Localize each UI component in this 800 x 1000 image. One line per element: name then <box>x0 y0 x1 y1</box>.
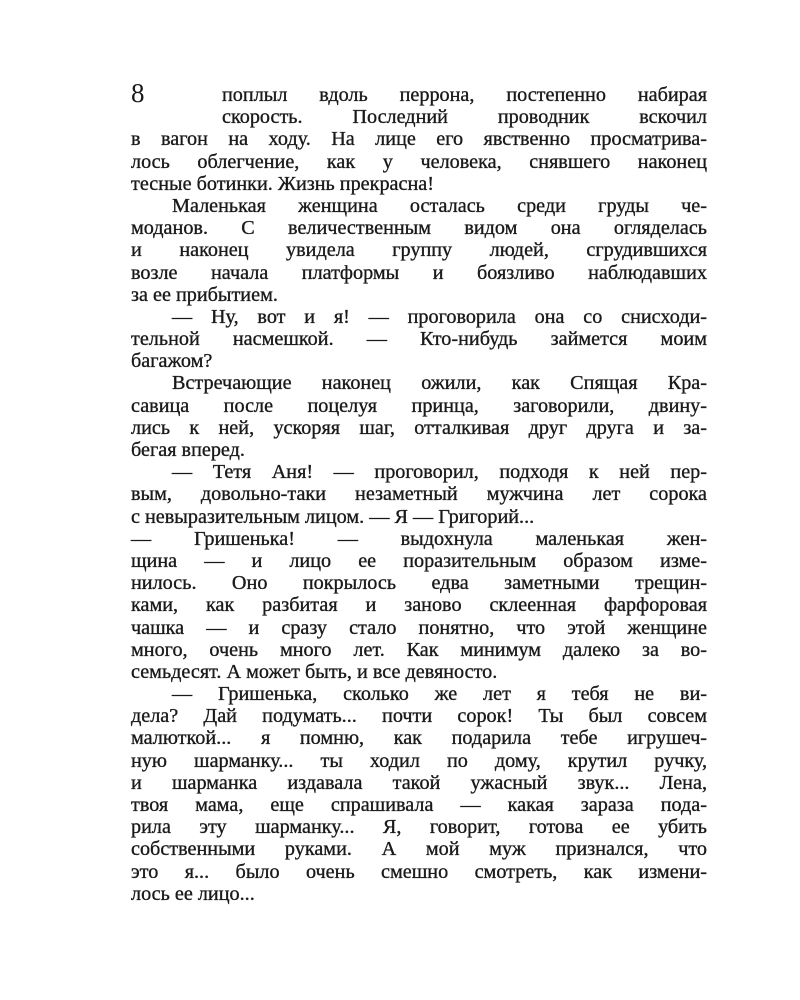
text-line: Маленькая женщина осталась среди груды че- <box>172 194 707 217</box>
text-line: бегая вперед. <box>131 439 245 461</box>
text-line: нилось. Оно покрылось едва заметными трещин- <box>131 572 707 595</box>
text-line: ками, как разбитая и заново склеенная фарфоровая <box>131 594 707 617</box>
text-line: это я... было очень смешно смотреть, как измени- <box>131 860 707 883</box>
text-line: за ее прибытием. <box>131 283 278 306</box>
text-line: скорость. Последний проводник вскочил <box>222 106 707 129</box>
text-line: щина — и лицо ее поразительным образом изме- <box>131 549 707 572</box>
text-line: лись к ней, ускоряя шаг, отталкивая друг друга и за- <box>131 416 707 439</box>
text-line: — Гришенька, сколько же лет я тебя не ви- <box>172 683 707 706</box>
text-line: моданов. С величественным видом она огляделась <box>131 217 707 240</box>
text-line: вым, довольно-таки незаметный мужчина лет сорока <box>131 483 707 506</box>
text-line: лось облегчение, как у человека, снявшего наконец <box>131 150 707 173</box>
text-line: — Ну, вот и я! — проговорила она со снисходи- <box>172 305 707 328</box>
text-line: Встречающие наконец ожили, как Спящая Кра- <box>172 372 707 395</box>
text-line: в вагон на ходу. На лице его явственно просматрива- <box>131 128 707 151</box>
text-line: багажом? <box>131 350 213 373</box>
text-line: и наконец увидела группу людей, сгрудившихся <box>131 239 707 262</box>
page-number: 8 <box>131 78 145 108</box>
text-line: твоя мама, еще спрашивала — какая зараза пода- <box>131 794 707 816</box>
text-line: с невыразительным лицом. — Я — Григорий... <box>131 505 535 528</box>
text-line: савица после поцелуя принца, заговорили, двину- <box>131 394 707 417</box>
text-line: много, очень много лет. Как минимум далеко за во- <box>131 638 707 661</box>
text-line: тесные ботинки. Жизнь прекрасна! <box>131 172 434 195</box>
text-line: поплыл вдоль перрона, постепенно набирая <box>222 84 707 106</box>
text-line: — Гришенька! — выдохнула маленькая жен- <box>131 527 707 550</box>
text-line: семьдесят. А может быть, и все девяносто. <box>131 660 498 683</box>
text-line: рила эту шарманку... Я, говорит, готова ее убить <box>131 816 707 839</box>
page-text <box>131 84 707 905</box>
text-line: малюткой... я помню, как подарила тебе игрушеч- <box>131 727 707 750</box>
text-line: — Тетя Аня! — проговорил, подходя к ней пер- <box>172 461 707 484</box>
text-line: ную шарманку... ты ходил по дому, крутил ручку, <box>131 749 707 772</box>
text-line: возле начала платформы и боязливо наблюдавших <box>131 261 707 284</box>
text-line: и шарманка издавала такой ужасный звук... Лена, <box>131 771 707 794</box>
text-line: лось ее лицо... <box>131 882 255 905</box>
text-line: дела? Дай подумать... почти сорок! Ты был совсем <box>131 705 707 728</box>
text-line: тельной насмешкой. — Кто-нибудь займется моим <box>131 328 707 351</box>
text-line: чашка — и сразу стало понятно, что этой женщине <box>131 616 707 639</box>
text-line: собственными руками. А мой муж признался, что <box>131 838 707 861</box>
